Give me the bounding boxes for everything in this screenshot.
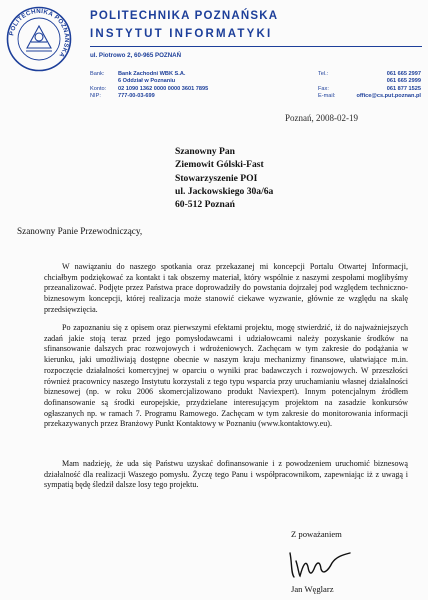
letterhead-divider (90, 46, 422, 47)
recipient-line: 60-512 Poznań (175, 199, 235, 211)
university-seal (6, 6, 72, 72)
signatory-name: Jan Węglarz (291, 584, 334, 594)
paragraph-1: W nawiązaniu do naszego spotkania oraz przekazanej mi koncepcji Portalu Otwartej Informacji, chciałbym podziękować za kontakt i tak obszerny materiał, który wspólnie z naszymi zespołami moglibyśmy przeanalizować. Podjęte przez Państwa prace doprowadziły do powstania dojrzałej pod względem techniczno-biznesowym koncepcji, której realizacja może stanowić ciekawe wyzwanie, głównie ze względu na skalę przedsięwzięcia. (44, 262, 408, 314)
bank-name: Bank Zachodni WBK S.A. (118, 71, 186, 77)
bank-labels: Bank: Konto: NIP: (90, 71, 107, 99)
email-address: office@cs.put.poznan.pl (356, 92, 421, 99)
contact-labels: Tel.: Fax: E-mail: (318, 71, 336, 99)
recipient-block (175, 145, 273, 211)
recipient-line: Stowarzyszenie POI (175, 172, 258, 184)
paragraph-2: Po zapoznaniu się z opisem oraz pierwszymi efektami projektu, mogę stwierdzić, iż do najważniejszych zadań jakie stoją teraz przed jego pomysłodawcami i udziałowcami należy pozyskanie środków na sfinansowanie dalszych prac rozwojowych i wdrożeniowych. Zachęcam w tym zakresie do podążania w kierunku, jaki umożliwiają dostępne obecnie w naszym kraju mechanizmy finansowe, ułatwiające m.in. rozpoczęcie działalności komercyjnej w oparciu o wyniki prac badawczych i rozwojowych. W przeszłości również pracownicy naszego Instytutu korzystali z tego typu wsparcia przy uruchamianiu własnej działalności biznesowej (np. w roku 2006 skomercjalizowano produkt Naviexpert). Innym potencjalnym źródłem dofinansowanie są środki europejskie, przydzielane interesującym projektom na zasadzie konkursów ogłaszanych np. w ramach 7. Programu Ramowego. Zachęcam w tym zakresie do monitorowania informacji przekazywanych przez Branżowy Punkt Kontaktowy w Poznaniu (www.kontaktowy.eu). (44, 323, 408, 429)
nip-number: 777-00-03-699 (118, 92, 155, 99)
salutation: Szanowny Panie Przewodniczący, (17, 226, 143, 236)
closing: Z poważaniem (291, 529, 342, 539)
recipient-line: Szanowny Pan (175, 146, 235, 157)
bank-branch: 6 Oddział w Poznaniu (118, 78, 176, 85)
phone-1: 061 665 2997 (386, 71, 421, 77)
seal-text: POLITECHNIKA POZNAŃSKA (8, 7, 71, 59)
phone-2: 061 665 2999 (386, 78, 421, 85)
recipient-line: ul. Jackowskiego 30a/6a (175, 185, 274, 197)
phone-values (364, 71, 421, 93)
recipient-line: Ziemowit Gólski-Fast (175, 159, 264, 171)
paragraph-3: Mam nadzieję, że uda się Państwu uzyskać dofinansowanie i z powodzeniem uruchomić biznesową działalność dla realizacji Waszego pomysłu. Życzę tego Panu i współpracownikom, zapewniając iż z uwagą i sympatią będę śledził dalsze losy tego projektu. (44, 459, 408, 490)
handwritten-signature (286, 543, 354, 583)
institute-name: INSTYTUT INFORMATYKI (90, 28, 273, 40)
letter-date: Poznań, 2008-02-19 (285, 113, 358, 123)
institution-address: ul. Piotrowo 2, 60-965 POZNAŃ (90, 52, 182, 59)
institution-name: POLITECHNIKA POZNAŃSKA (90, 10, 279, 22)
bank-values (118, 71, 208, 100)
account-number: 02 1090 1362 0000 0000 3601 7895 (118, 85, 209, 92)
fax-number: 061 877 1525 (386, 85, 421, 92)
